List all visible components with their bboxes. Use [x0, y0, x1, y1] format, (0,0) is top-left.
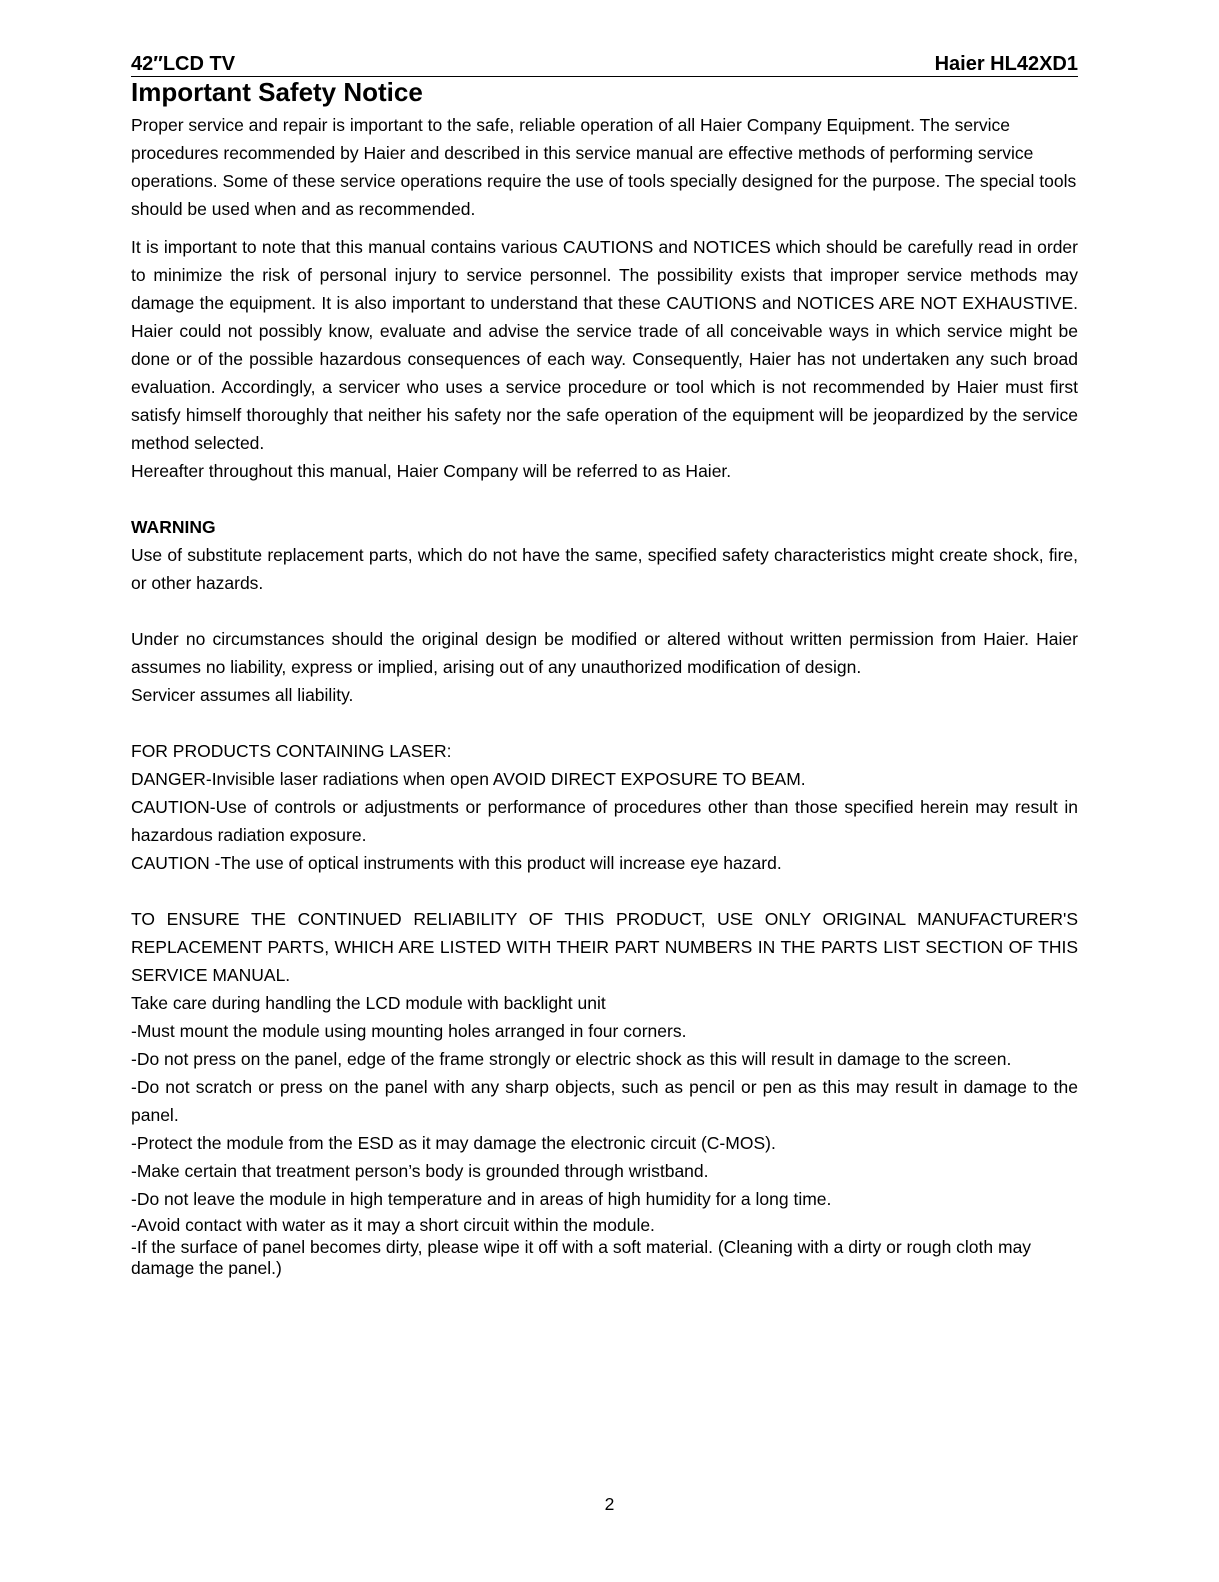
liability-paragraph: Servicer assumes all liability.	[131, 685, 354, 705]
list-item: -Do not scratch or press on the panel with any sharp objects, such as pencil or pen as this may result in damage to the panel.	[131, 1077, 1078, 1125]
ensure-paragraph: TO ENSURE THE CONTINUED RELIABILITY OF THIS PRODUCT, USE ONLY ORIGINAL MANUFACTURER'S REPLACEMENT PARTS, WHICH ARE LISTED WITH THEIR PART NUMBERS IN THE PARTS LIST SECTION OF THIS SERVICE MANUAL.	[131, 909, 1078, 985]
caution-notice-paragraph: It is important to note that this manual contains various CAUTIONS and NOTICES which should be carefully read in order to minimize the risk of personal injury to service personnel. The possibility exists that improper service methods may damage the equipment. It is also important to understand that these CAUTIONS and NOTICES ARE NOT EXHAUSTIVE. Haier could not possibly know, evaluate and advise the service trade of all conceivable ways in which service might be done or of the possible hazardous consequences of each way. Consequently, Haier has not undertaken any such broad evaluation. Accordingly, a servicer who uses a service procedure or tool which is not recommended by Haier must first satisfy himself thoroughly that neither his safety nor the safe operation of the equipment will be jeopardized by the service method selected.	[131, 237, 1078, 453]
list-item: -Do not leave the module in high temperature and in areas of high humidity for a long time.	[131, 1189, 832, 1209]
laser-heading: FOR PRODUCTS CONTAINING LASER:	[131, 741, 452, 761]
header-model: Haier HL42XD1	[934, 53, 1078, 75]
hereafter-paragraph: Hereafter throughout this manual, Haier Company will be referred to as Haier.	[131, 461, 732, 481]
document-page	[131, 52, 1078, 1279]
laser-caution-controls: CAUTION-Use of controls or adjustments or performance of procedures other than those specified herein may result in hazardous radiation exposure.	[131, 797, 1078, 845]
lcd-handling-intro: Take care during handling the LCD module with backlight unit	[131, 993, 606, 1013]
page-number: 2	[604, 1494, 615, 1514]
intro-paragraph: Proper service and repair is important to the safe, reliable operation of all Haier Company Equipment. The service procedures recommended by Haier and described in this service manual are effective methods of performing service operations. Some of these service operations require the use of tools specially designed for the purpose. The special tools should be used when and as recommended.	[131, 115, 1077, 219]
header-product: 42″LCD TV	[131, 53, 236, 75]
laser-caution-optical: CAUTION -The use of optical instruments with this product will increase eye hazard.	[131, 853, 782, 873]
document-body	[131, 111, 1078, 1279]
page-header	[131, 52, 1078, 77]
list-item: -Avoid contact with water as it may a short circuit within the module.	[131, 1215, 655, 1235]
page-title: Important Safety Notice	[131, 77, 423, 107]
list-item: -Protect the module from the ESD as it may damage the electronic circuit (C-MOS).	[131, 1133, 776, 1153]
list-item: -Do not press on the panel, edge of the frame strongly or electric shock as this will result in damage to the screen.	[131, 1049, 1012, 1069]
warning-paragraph: Use of substitute replacement parts, which do not have the same, specified safety characteristics might create shock, fire, or other hazards.	[131, 545, 1078, 593]
warning-heading: WARNING	[131, 517, 216, 537]
list-item: -Make certain that treatment person’s body is grounded through wristband.	[131, 1161, 709, 1181]
design-paragraph: Under no circumstances should the original design be modified or altered without written permission from Haier. Haier assumes no liability, express or implied, arising out of any unauthorized modification of design.	[131, 629, 1078, 677]
list-item: -Must mount the module using mounting holes arranged in four corners.	[131, 1021, 687, 1041]
laser-danger: DANGER-Invisible laser radiations when open AVOID DIRECT EXPOSURE TO BEAM.	[131, 769, 806, 789]
list-item: -If the surface of panel becomes dirty, please wipe it off with a soft material. (Cleaning with a dirty or rough cloth may damage the panel.)	[131, 1237, 1032, 1278]
